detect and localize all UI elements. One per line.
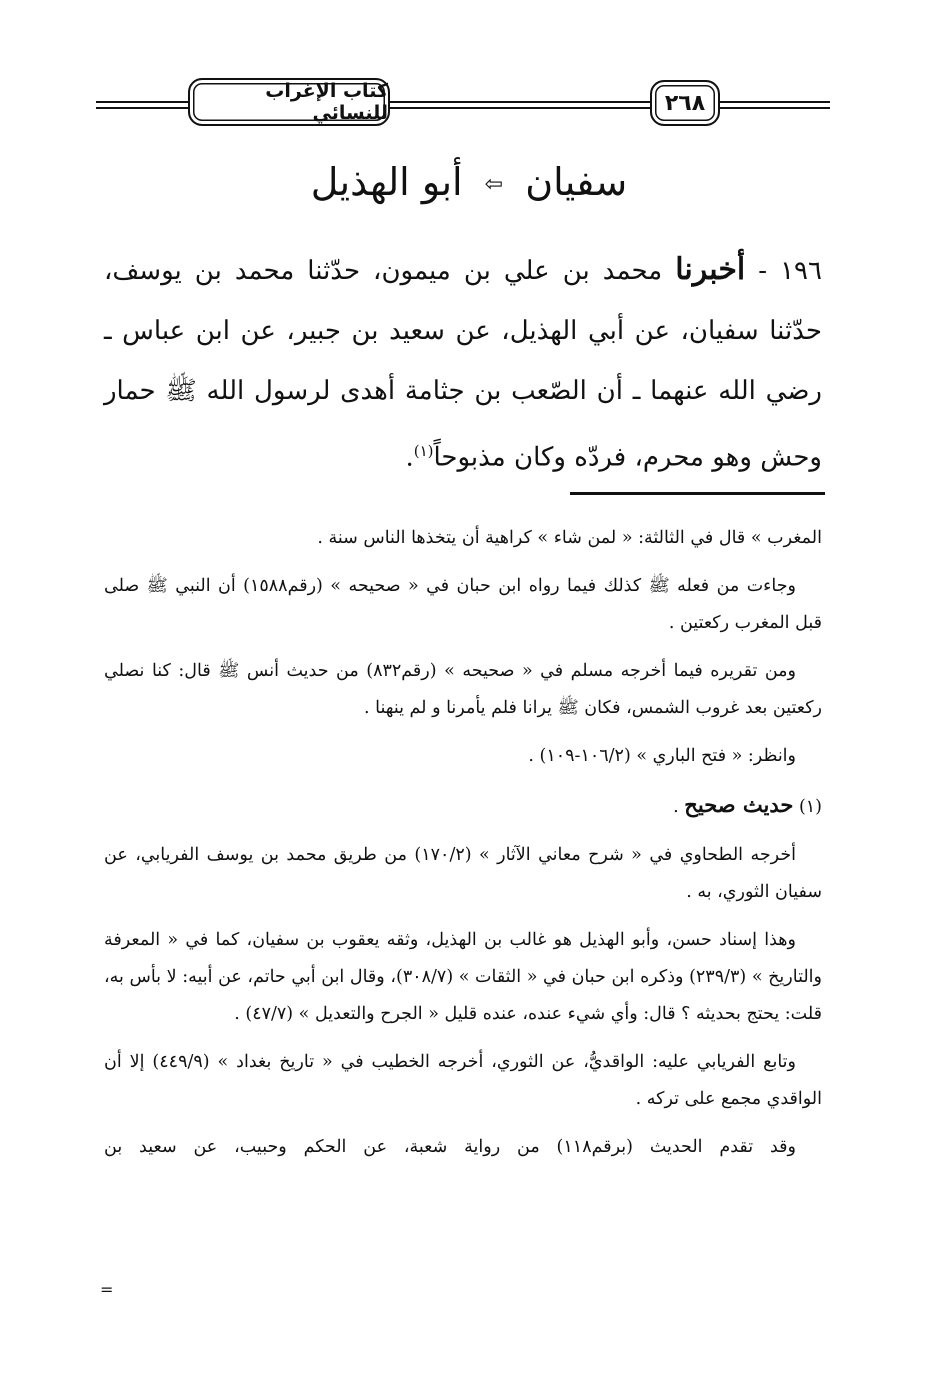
hadith-lead-word: أخبرنا: [675, 252, 746, 287]
book-title: كتاب الإغراب للنسائي: [265, 80, 388, 124]
hadith-body: محمد بن علي بن ميمون، حدّثنا محمد بن يوسف، حدّثنا سفيان، عن أبي الهذيل، عن سعيد بن جبير، عن ابن عباس ـ رضي الله عنهما ـ أن الصّعب بن جثامة أهدى لرسول الله ﷺ حمار وحش وهو محرم، فردّه وكان مذبوحاً: [104, 256, 822, 473]
footnote-heading: [104, 786, 822, 826]
footnote-reference: (١): [413, 442, 434, 460]
footnote-number: (١): [798, 797, 822, 817]
header-rule-middle: [390, 101, 652, 103]
note-paragraph: وجاءت من فعله ﷺ كذلك فيما رواه ابن حبان في « صحيحه » (رقم١٥٨٨) أن النبي ﷺ صلى قبل المغرب ركعتين .: [104, 576, 822, 633]
hadith-end: .: [405, 442, 414, 473]
chapter-heading: [0, 160, 938, 204]
arrow-icon: ⇦: [484, 172, 504, 197]
chapter-narrator-left: أبو الهذيل: [310, 160, 463, 204]
note-paragraph: وهذا إسناد حسن، وأبو الهذيل هو غالب بن الهذيل، وثقه يعقوب بن سفيان، كما في « المعرفة والتاريخ » (٢٣٩/٣) وذكره ابن حبان في « الثقات » (٣٠٨/٧)، وقال ابن أبي حاتم، عن أبيه: لا بأس به، قلت: يحتج بحديثه ؟ قال: وأي شيء عنده، عنده قليل « الجرح والتعديل » (٤٧/٧) .: [104, 930, 822, 1024]
header-rule-left: [96, 101, 190, 103]
footnotes: [104, 520, 822, 1177]
continuation-mark: =: [100, 1280, 114, 1299]
header-rule-middle-2: [390, 107, 652, 109]
page-number-box: [650, 80, 720, 126]
footnote-separator: [570, 492, 825, 495]
note-paragraph: أخرجه الطحاوي في « شرح معاني الآثار » (١٧٠/٢) من طريق محمد بن يوسف الفريابي، عن سفيان الثوري، به .: [104, 845, 822, 902]
note-paragraph: وتابع الفريابي عليه: الواقديُّ، عن الثوري، أخرجه الخطيب في « تاريخ بغداد » (٤٤٩/٩) إلا أن الواقدي مجمع على تركه .: [104, 1052, 822, 1109]
hadith-text: [104, 240, 822, 488]
note-paragraph: ومن تقريره فيما أخرجه مسلم في « صحيحه » (رقم٨٣٢) من حديث أنس ﷺ قال: كنا نصلي ركعتين بعد غروب الشمس، فكان ﷺ يرانا فلم يأمرنا و لم ينهنا .: [104, 661, 822, 718]
chapter-narrator-right: سفيان: [525, 160, 628, 204]
book-title-box: [188, 78, 390, 126]
page-number: ٢٦٨: [664, 90, 706, 116]
header-rule-left-2: [96, 107, 190, 109]
note-paragraph: وانظر: « فتح الباري » (١٠٦/٢-١٠٩) .: [528, 746, 796, 766]
header-rule-right-2: [718, 107, 830, 109]
note-paragraph: وقد تقدم الحديث (برقم١١٨) من رواية شعبة، عن الحكم وحبيب، عن سعيد بن: [104, 1137, 796, 1157]
footnote-grade-end: .: [673, 797, 679, 817]
note-paragraph: المغرب » قال في الثالثة: « لمن شاء » كراهية أن يتخذها الناس سنة .: [317, 528, 822, 548]
header-rule-right: [718, 101, 830, 103]
hadith-number: ١٩٦ -: [758, 256, 822, 286]
footnote-grade: حديث صحيح: [684, 792, 794, 817]
